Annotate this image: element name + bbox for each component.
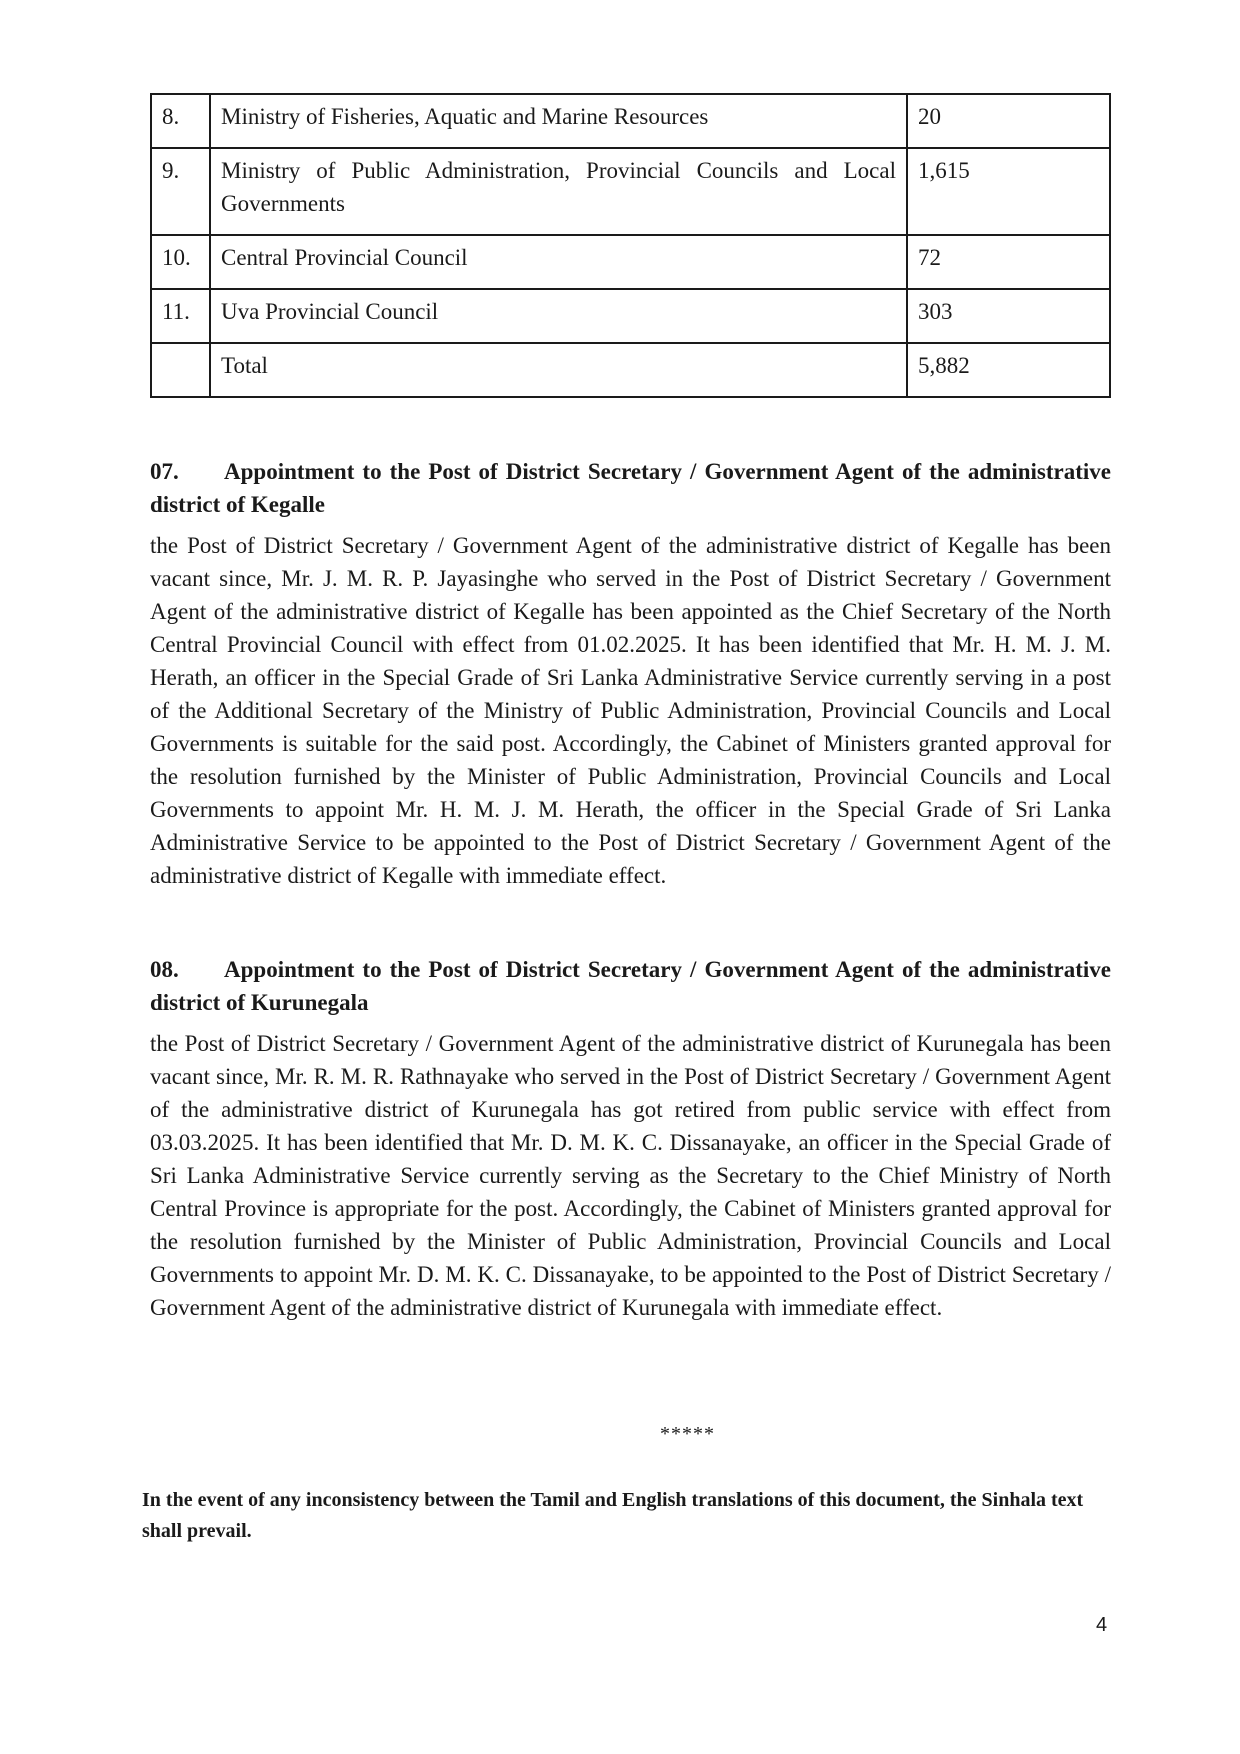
section-title: Appointment to the Post of District Secretary / Government Agent of the administrative district of Kegalle [150,459,1111,517]
total-value: 5,882 [907,343,1110,397]
row-number: 10. [151,235,210,289]
row-number: 9. [151,148,210,235]
row-number: 11. [151,289,210,343]
section-body: the Post of District Secretary / Government Agent of the administrative district of Kurunegala has been vacant since, Mr. R. M. R. Rathnayake who served in the Post of District Secretary / Government Agent of the administrative district of Kurunegala has got retired from public service with effect from 03.03.2025. It has been identified that Mr. D. M. K. C. Dissanayake, an officer in the Special Grade of Sri Lanka Administrative Service currently serving as the Secretary to the Chief Ministry of North Central Province is appropriate for the post. Accordingly, the Cabinet of Ministers granted approval for the resolution furnished by the Minister of Public Administration, Provincial Councils and Local Governments to appoint Mr. D. M. K. C. Dissanayake, to be appointed to the Post of District Secretary / Government Agent of the administrative district of Kurunegala with immediate effect. [150,1031,1111,1320]
allocation-table [150,93,1111,398]
row-name: Uva Provincial Council [210,289,907,343]
row-name: Ministry of Fisheries, Aquatic and Marine Resources [210,94,907,148]
footer-note: In the event of any inconsistency between the Tamil and English translations of this document, the Sinhala text shall prevail. [142,1489,1084,1542]
section-07 [150,455,1111,892]
section-heading [150,455,1111,521]
section-08 [150,953,1111,1324]
row-number: 8. [151,94,210,148]
table-row [151,94,1110,148]
table-row [151,148,1110,235]
row-number [151,343,210,397]
row-name: Central Provincial Council [210,235,907,289]
page-number: 4 [1096,1614,1108,1636]
row-value: 20 [907,94,1110,148]
row-name: Ministry of Public Administration, Provincial Councils and Local Governments [210,148,907,235]
total-label: Total [210,343,907,397]
table-row [151,289,1110,343]
section-heading [150,953,1111,1019]
section-number: 08. [150,957,179,982]
row-value: 72 [907,235,1110,289]
table-total-row [151,343,1110,397]
table-row [151,235,1110,289]
section-number: 07. [150,459,179,484]
section-title: Appointment to the Post of District Secretary / Government Agent of the administrative district of Kurunegala [150,957,1111,1015]
separator: ***** [660,1423,715,1445]
section-body: the Post of District Secretary / Government Agent of the administrative district of Kegalle has been vacant since, Mr. J. M. R. P. Jayasinghe who served in the Post of District Secretary / Government Agent of the administrative district of Kegalle has been appointed as the Chief Secretary of the North Central Provincial Council with effect from 01.02.2025. It has been identified that Mr. H. M. J. M. Herath, an officer in the Special Grade of Sri Lanka Administrative Service currently serving in a post of the Additional Secretary of the Ministry of Public Administration, Provincial Councils and Local Governments is suitable for the said post. Accordingly, the Cabinet of Ministers granted approval for the resolution furnished by the Minister of Public Administration, Provincial Councils and Local Governments to appoint Mr. H. M. J. M. Herath, the officer in the Special Grade of Sri Lanka Administrative Service to be appointed to the Post of District Secretary / Government Agent of the administrative district of Kegalle with immediate effect. [150,533,1111,888]
row-value: 1,615 [907,148,1110,235]
row-value: 303 [907,289,1110,343]
